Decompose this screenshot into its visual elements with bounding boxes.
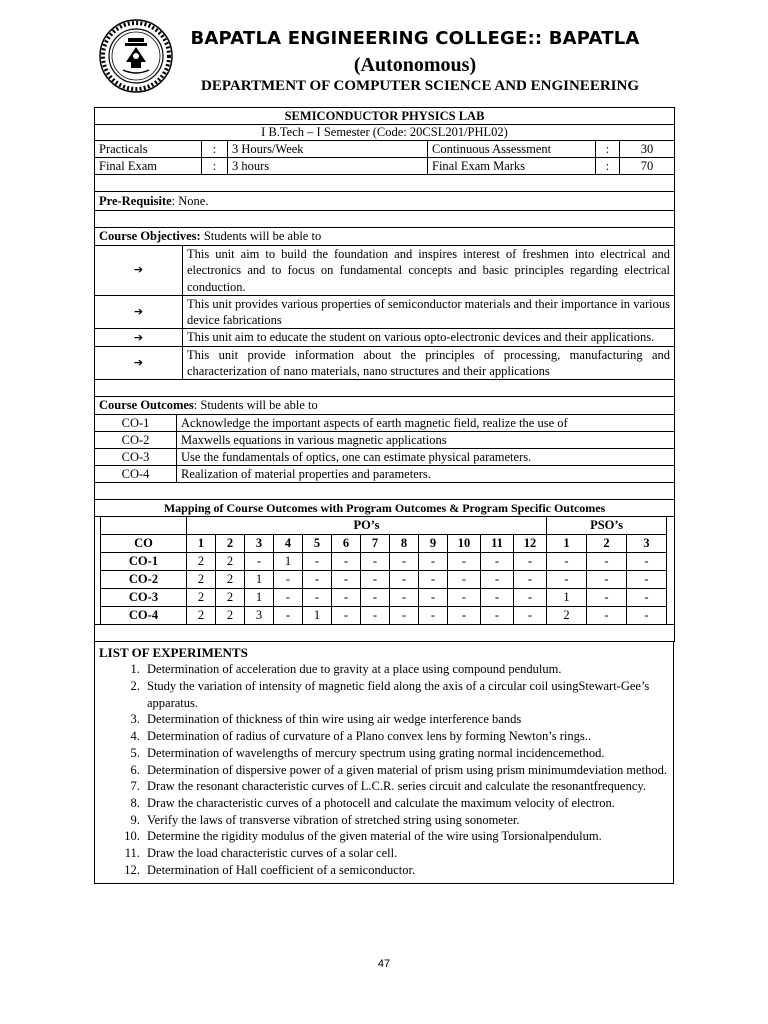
continuous-assessment-value: 30 <box>620 141 675 158</box>
outcome-text: Realization of material properties and parameters. <box>177 466 675 483</box>
mapping-cell: - <box>547 553 587 571</box>
outcomes-table <box>94 396 675 500</box>
objectives-table <box>94 227 675 397</box>
objectives-intro: Students will be able to <box>200 229 322 243</box>
co-column-header: CO <box>101 535 187 553</box>
mapping-cell: 2 <box>187 589 216 607</box>
mapping-cell: - <box>390 571 419 589</box>
po-column-2: 2 <box>216 535 245 553</box>
mapping-header-row <box>95 535 675 553</box>
mapping-cell: - <box>332 589 361 607</box>
objective-text: This unit provides various properties of semiconductor materials and their importance in various device fabrications <box>183 295 675 329</box>
spacer-row <box>95 483 675 500</box>
outcomes-label: Course Outcomes <box>99 398 194 413</box>
mapping-cell: 2 <box>187 553 216 571</box>
experiments-table <box>94 641 674 883</box>
outcome-row <box>95 449 675 466</box>
prerequisite-label: Pre-Requisite <box>99 194 172 208</box>
mapping-cell: - <box>332 607 361 625</box>
po-column-10: 10 <box>448 535 481 553</box>
syllabus-frame <box>94 107 674 884</box>
experiments-list <box>99 661 669 878</box>
mapping-cell: - <box>361 607 390 625</box>
experiment-item: 5. Determination of wavelengths of mercury spectrum using grating normal incidencemethod. <box>143 745 669 762</box>
mapping-cell: 1 <box>274 553 303 571</box>
final-exam-label: Final Exam <box>95 158 202 175</box>
mapping-cell: - <box>514 571 547 589</box>
outcome-text: Acknowledge the important aspects of earth magnetic field, realize the use of <box>177 415 675 432</box>
objective-item <box>95 246 675 296</box>
continuous-assessment-label: Continuous Assessment <box>428 141 596 158</box>
objective-text: This unit provide information about the principles of processing, manufacturing and characterization of nano materials, nano structures and their applications <box>183 346 675 380</box>
objective-item <box>95 346 675 380</box>
po-column-9: 9 <box>419 535 448 553</box>
mapping-cell: - <box>419 607 448 625</box>
experiment-item: 8. Draw the characteristic curves of a photocell and calculate the maximum velocity of electron. <box>143 795 669 812</box>
mapping-cell: - <box>627 571 667 589</box>
mapping-cell: - <box>627 553 667 571</box>
mapping-corner <box>101 517 187 535</box>
mapping-cell: - <box>547 571 587 589</box>
final-exam-marks-label: Final Exam Marks <box>428 158 596 175</box>
final-exam-value: 3 hours <box>228 158 428 175</box>
department-name: DEPARTMENT OF COMPUTER SCIENCE AND ENGINEERING <box>201 78 639 94</box>
mapping-cell: 2 <box>216 589 245 607</box>
mapping-cell: - <box>332 553 361 571</box>
mapping-cell: 3 <box>245 607 274 625</box>
mapping-cell: - <box>448 589 481 607</box>
course-info-table <box>94 107 675 228</box>
experiment-item: 6. Determination of dispersive power of a given material of prism using prism minimumdeviation method. <box>143 762 669 779</box>
arrow-bullet-icon: ➔ <box>95 295 183 329</box>
arrow-bullet-icon: ➔ <box>95 346 183 380</box>
mapping-cell: - <box>627 607 667 625</box>
po-header: PO’s <box>187 517 547 535</box>
mapping-cell: - <box>448 553 481 571</box>
mapping-cell: - <box>361 571 390 589</box>
mapping-cell: - <box>587 607 627 625</box>
mapping-cell: 1 <box>245 589 274 607</box>
mapping-cell: - <box>419 589 448 607</box>
outcome-row <box>95 432 675 449</box>
po-column-12: 12 <box>514 535 547 553</box>
spacer-row <box>95 175 675 192</box>
po-column-3: 3 <box>245 535 274 553</box>
po-column-4: 4 <box>274 535 303 553</box>
experiment-item: 10. Determine the rigidity modulus of the given material of the wire using Torsionalpendulum. <box>143 828 669 845</box>
mapping-cell: - <box>274 607 303 625</box>
prerequisite <box>95 192 675 211</box>
objectives-label: Course Objectives: <box>99 229 201 243</box>
course-info-row <box>95 158 675 175</box>
objective-item <box>95 329 675 346</box>
mapping-cell: 2 <box>187 607 216 625</box>
course-subtitle: I B.Tech – I Semester (Code: 20CSL201/PHL02) <box>95 125 675 141</box>
mapping-title: Mapping of Course Outcomes with Program Outcomes & Program Specific Outcomes <box>95 500 675 517</box>
mapping-cell: - <box>514 553 547 571</box>
mapping-cell: 2 <box>187 571 216 589</box>
mapping-row <box>95 571 675 589</box>
separator: : <box>202 158 228 175</box>
course-info-row <box>95 141 675 158</box>
experiment-item: 2. Study the variation of intensity of magnetic field along the axis of a circular coil usingStewart-Gee’s apparatus. <box>143 678 669 711</box>
mapping-cell: - <box>587 571 627 589</box>
experiment-item: 1. Determination of acceleration due to gravity at a place using compound pendulum. <box>143 661 669 678</box>
mapping-cell: - <box>390 607 419 625</box>
experiment-item: 9. Verify the laws of transverse vibration of stretched string using sonometer. <box>143 812 669 829</box>
page-number: 47 <box>377 958 391 970</box>
mapping-co: CO-1 <box>101 553 187 571</box>
mapping-table <box>94 499 675 642</box>
outcome-text: Use the fundamentals of optics, one can estimate physical parameters. <box>177 449 675 466</box>
mapping-cell: - <box>361 553 390 571</box>
mapping-cell: - <box>481 607 514 625</box>
mapping-cell: - <box>303 589 332 607</box>
mapping-co: CO-4 <box>101 607 187 625</box>
outcome-code: CO-3 <box>95 449 177 466</box>
pso-column-1: 1 <box>547 535 587 553</box>
mapping-cell: 2 <box>547 607 587 625</box>
pso-column-3: 3 <box>627 535 667 553</box>
separator: : <box>596 158 620 175</box>
mapping-cell: - <box>303 553 332 571</box>
mapping-cell: - <box>514 589 547 607</box>
experiments-cell <box>95 642 674 883</box>
mapping-cell: - <box>448 571 481 589</box>
mapping-cell: - <box>274 571 303 589</box>
po-column-7: 7 <box>361 535 390 553</box>
experiment-item: 12. Determination of Hall coefficient of a semiconductor. <box>143 862 669 879</box>
outcome-code: CO-2 <box>95 432 177 449</box>
mapping-cell: - <box>419 571 448 589</box>
mapping-cell: 1 <box>303 607 332 625</box>
pso-header: PSO’s <box>547 517 667 535</box>
objectives-heading <box>95 228 675 246</box>
experiment-item: 4. Determination of radius of curvature of a Plano convex lens by forming Newton’s rings.. <box>143 728 669 745</box>
mapping-cell: - <box>481 571 514 589</box>
spacer-row <box>95 380 675 397</box>
objective-text: This unit aim to build the foundation and inspires interest of freshmen into electrical and electronics and to focus on fundamental concepts and basic principles regarding electrical conduction. <box>183 246 675 296</box>
mapping-cell: - <box>627 589 667 607</box>
mapping-co: CO-3 <box>101 589 187 607</box>
mapping-cell: - <box>448 607 481 625</box>
outcome-text: Maxwells equations in various magnetic applications <box>177 432 675 449</box>
mapping-cell: - <box>390 553 419 571</box>
experiments-title: LIST OF EXPERIMENTS <box>99 645 248 661</box>
experiment-item: 11. Draw the load characteristic curves of a solar cell. <box>143 845 669 862</box>
arrow-bullet-icon: ➔ <box>95 246 183 296</box>
mapping-row <box>95 589 675 607</box>
mapping-cell: - <box>332 571 361 589</box>
outcome-row <box>95 466 675 483</box>
mapping-cell: - <box>481 589 514 607</box>
outcome-code: CO-4 <box>95 466 177 483</box>
practicals-label: Practicals <box>95 141 202 158</box>
outcome-row <box>95 415 675 432</box>
mapping-cell: - <box>587 589 627 607</box>
po-column-1: 1 <box>187 535 216 553</box>
spacer-row <box>95 211 675 228</box>
po-column-11: 11 <box>481 535 514 553</box>
mapping-cell: - <box>245 553 274 571</box>
po-column-8: 8 <box>390 535 419 553</box>
po-column-5: 5 <box>303 535 332 553</box>
spacer-row <box>95 625 675 642</box>
mapping-cell: 2 <box>216 607 245 625</box>
separator: : <box>202 141 228 158</box>
mapping-cell: 1 <box>547 589 587 607</box>
mapping-cell: - <box>361 589 390 607</box>
mapping-cell: - <box>390 589 419 607</box>
mapping-right-gutter <box>667 517 675 625</box>
experiment-item: 3. Determination of thickness of thin wire using air wedge interference bands <box>143 711 669 728</box>
mapping-cell: - <box>514 607 547 625</box>
mapping-cell: - <box>419 553 448 571</box>
objective-item <box>95 295 675 329</box>
mapping-cell: 2 <box>216 571 245 589</box>
mapping-cell: - <box>481 553 514 571</box>
outcomes-heading <box>95 397 675 415</box>
mapping-cell: - <box>303 571 332 589</box>
mapping-cell: - <box>587 553 627 571</box>
prerequisite-value: : None. <box>171 194 209 208</box>
course-title: SEMICONDUCTOR PHYSICS LAB <box>95 108 675 125</box>
mapping-cell: 2 <box>216 553 245 571</box>
practicals-value: 3 Hours/Week <box>228 141 428 158</box>
mapping-cell: 1 <box>245 571 274 589</box>
mapping-row <box>95 607 675 625</box>
outcomes-intro: : Students will be able to <box>193 398 318 413</box>
autonomous-label: (Autonomous) <box>353 54 477 76</box>
mapping-cell: - <box>274 589 303 607</box>
final-exam-marks-value: 70 <box>620 158 675 175</box>
objective-text: This unit aim to educate the student on various opto-electronic devices and their applications. <box>183 329 675 346</box>
outcome-code: CO-1 <box>95 415 177 432</box>
arrow-bullet-icon: ➔ <box>95 329 183 346</box>
mapping-co: CO-2 <box>101 571 187 589</box>
po-column-6: 6 <box>332 535 361 553</box>
experiment-item: 7. Draw the resonant characteristic curves of L.C.R. series circuit and calculate the resonantfrequency. <box>143 778 669 795</box>
college-name: BAPATLA ENGINEERING COLLEGE:: BAPATLA <box>190 28 640 49</box>
pso-column-2: 2 <box>587 535 627 553</box>
separator: : <box>596 141 620 158</box>
mapping-row <box>95 553 675 571</box>
